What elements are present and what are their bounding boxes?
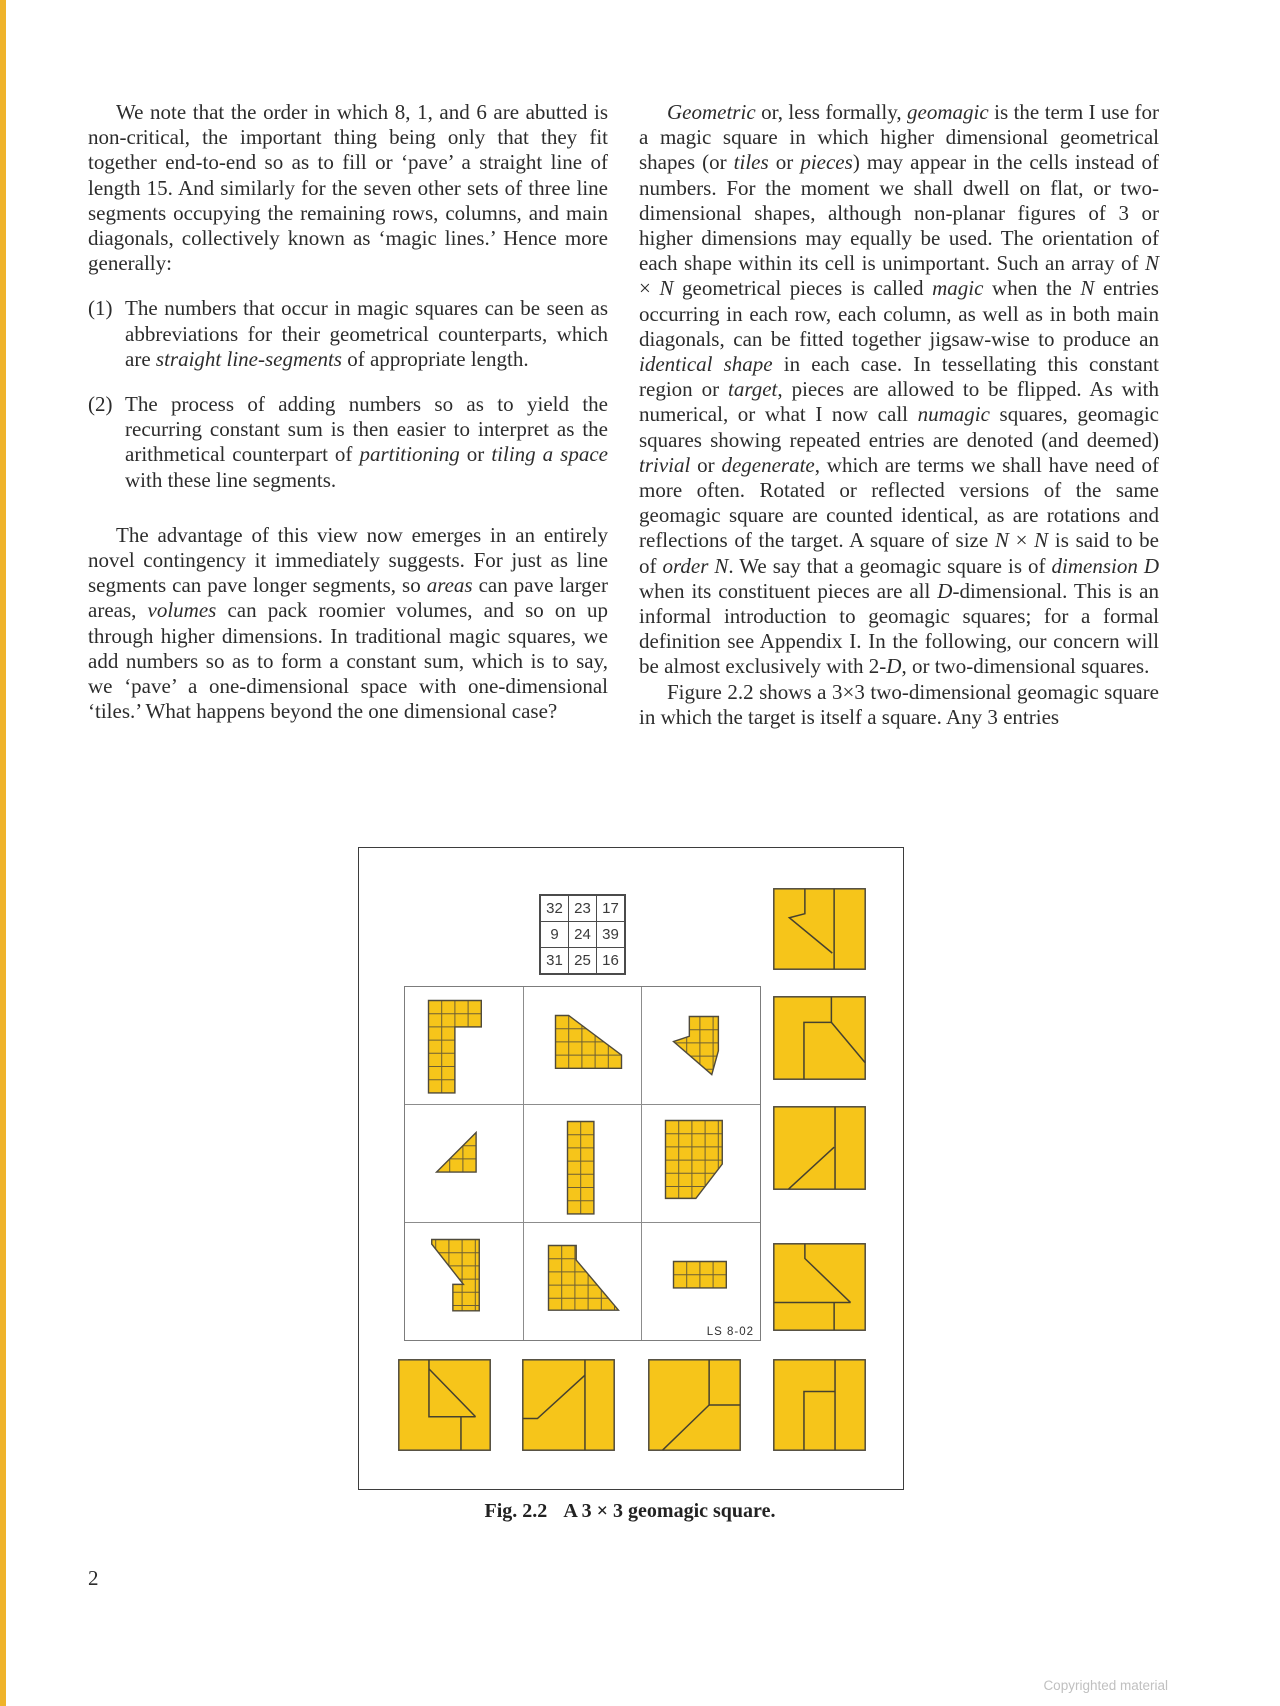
paragraph: We note that the order in which 8, 1, and 6 are abutted is non-critical, the important thing being only that they fit together end-to-end so as to fill or ‘pave’ a straight line of length 15. And similarly for the seven other sets of three line segments occupying the remaining rows, columns, and main diagonals, collectively known as ‘magic lines.’ Hence more generally: <box>88 100 608 276</box>
text-column-right <box>639 100 1159 730</box>
geomagic-piece-39 <box>664 1119 724 1200</box>
list-item: (1) The numbers that occur in magic squares can be seen as abbreviations for their geometrical counterparts, which are straight line-segments of appropriate length. <box>88 296 608 371</box>
figure-caption-text: A 3 × 3 geomagic square. <box>563 1500 776 1522</box>
number-cell: 17 <box>597 895 626 922</box>
number-cell: 39 <box>597 922 626 948</box>
text-column-left <box>88 100 608 724</box>
target-square-bottom-4 <box>773 1359 866 1451</box>
number-cell: 31 <box>540 948 569 975</box>
list-item: (2) The process of adding numbers so as to yield the recurring constant sum is then easier to interpret as the arithmetical counterpart of partitioning or tiling a space with these line segments. <box>88 392 608 492</box>
number-cell: 16 <box>597 948 626 975</box>
target-square-right-1 <box>773 888 866 970</box>
grid-line <box>641 987 642 1340</box>
number-cell: 24 <box>569 922 597 948</box>
number-cell: 23 <box>569 895 597 922</box>
page-edge-strip <box>0 0 6 1706</box>
geomagic-piece-31 <box>421 1238 481 1312</box>
figure-caption-label: Fig. 2.2 <box>484 1500 548 1522</box>
paragraph: The advantage of this view now emerges in an entirely novel contingency it immediately suggests. For just as line segments can pave longer segments, so areas can pave larger areas, volumes can pack roomier volumes, and so on up through higher dimensions. In traditional magic squares, we add numbers so as to form a constant sum, which is to say, we ‘pave’ a one-dimensional space with one-dimensional ‘tiles.’ What happens beyond the one dimensional case? <box>88 522 608 724</box>
page-number: 2 <box>88 1566 99 1590</box>
geomagic-pieces-grid <box>404 986 761 1341</box>
target-square-bottom-1 <box>398 1359 491 1451</box>
number-cell: 32 <box>540 895 569 922</box>
geomagic-piece-25 <box>547 1244 620 1312</box>
target-square-bottom-3 <box>648 1359 741 1451</box>
grid-line <box>523 987 524 1340</box>
copyright-watermark: Copyrighted material <box>1043 1678 1168 1693</box>
number-cell: 25 <box>569 948 597 975</box>
target-square-right-2 <box>773 996 866 1080</box>
list-marker: (1) <box>88 296 113 321</box>
figure-2-2 <box>358 847 904 1490</box>
geomagic-piece-16 <box>672 1260 728 1289</box>
paragraph: Figure 2.2 shows a 3×3 two-dimensional geomagic square in which the target is itself a square. Any 3 entries <box>639 679 1159 729</box>
figure-credit: LS 8-02 <box>706 1326 754 1338</box>
grid-line <box>405 1104 760 1105</box>
figure-caption <box>358 1500 902 1523</box>
target-square-right-4 <box>773 1243 866 1331</box>
target-square-bottom-2 <box>522 1359 615 1451</box>
target-square-right-3 <box>773 1106 866 1190</box>
magic-number-table <box>539 894 626 975</box>
geomagic-piece-9 <box>435 1131 478 1174</box>
paragraph: Geometric or, less formally, geomagic is the term I use for a magic square in which higher dimensional geometrical shapes (or tiles or pieces) may appear in the cells instead of numbers. For the moment we shall dwell on flat, or two-dimensional shapes, although non-planar figures of 3 or higher dimensions may equally be used. The orientation of each shape within its cell is unimportant. Such an array of N × N geometrical pieces is called magic when the N entries occurring in each row, each column, as well as in both main diagonals, can be fitted together jigsaw-wise to produce an identical shape in each case. In tessellating this constant region or target, pieces are allowed to be flipped. As with numerical, or what I now call numagic squares, geomagic squares showing repeated entries are denoted (and deemed) trivial or degenerate, which are terms we shall have need of more often. Rotated or reflected versions of the same geomagic square are counted identical, as are rotations and reflections of the target. A square of size N × N is said to be of order N. We say that a geomagic square is of dimension D when its constituent pieces are all D-dimensional. This is an informal introduction to geomagic squares; for a formal definition see Appendix I. In the following, our concern will be almost exclusively with 2-D, or two-dimensional squares. <box>639 100 1160 679</box>
number-cell: 9 <box>540 922 569 948</box>
list-marker: (2) <box>88 392 113 417</box>
geomagic-piece-17 <box>672 1015 720 1076</box>
geomagic-piece-24 <box>566 1120 595 1215</box>
geomagic-piece-32 <box>427 999 483 1094</box>
grid-line <box>405 1222 760 1223</box>
geomagic-piece-23 <box>554 1014 623 1070</box>
